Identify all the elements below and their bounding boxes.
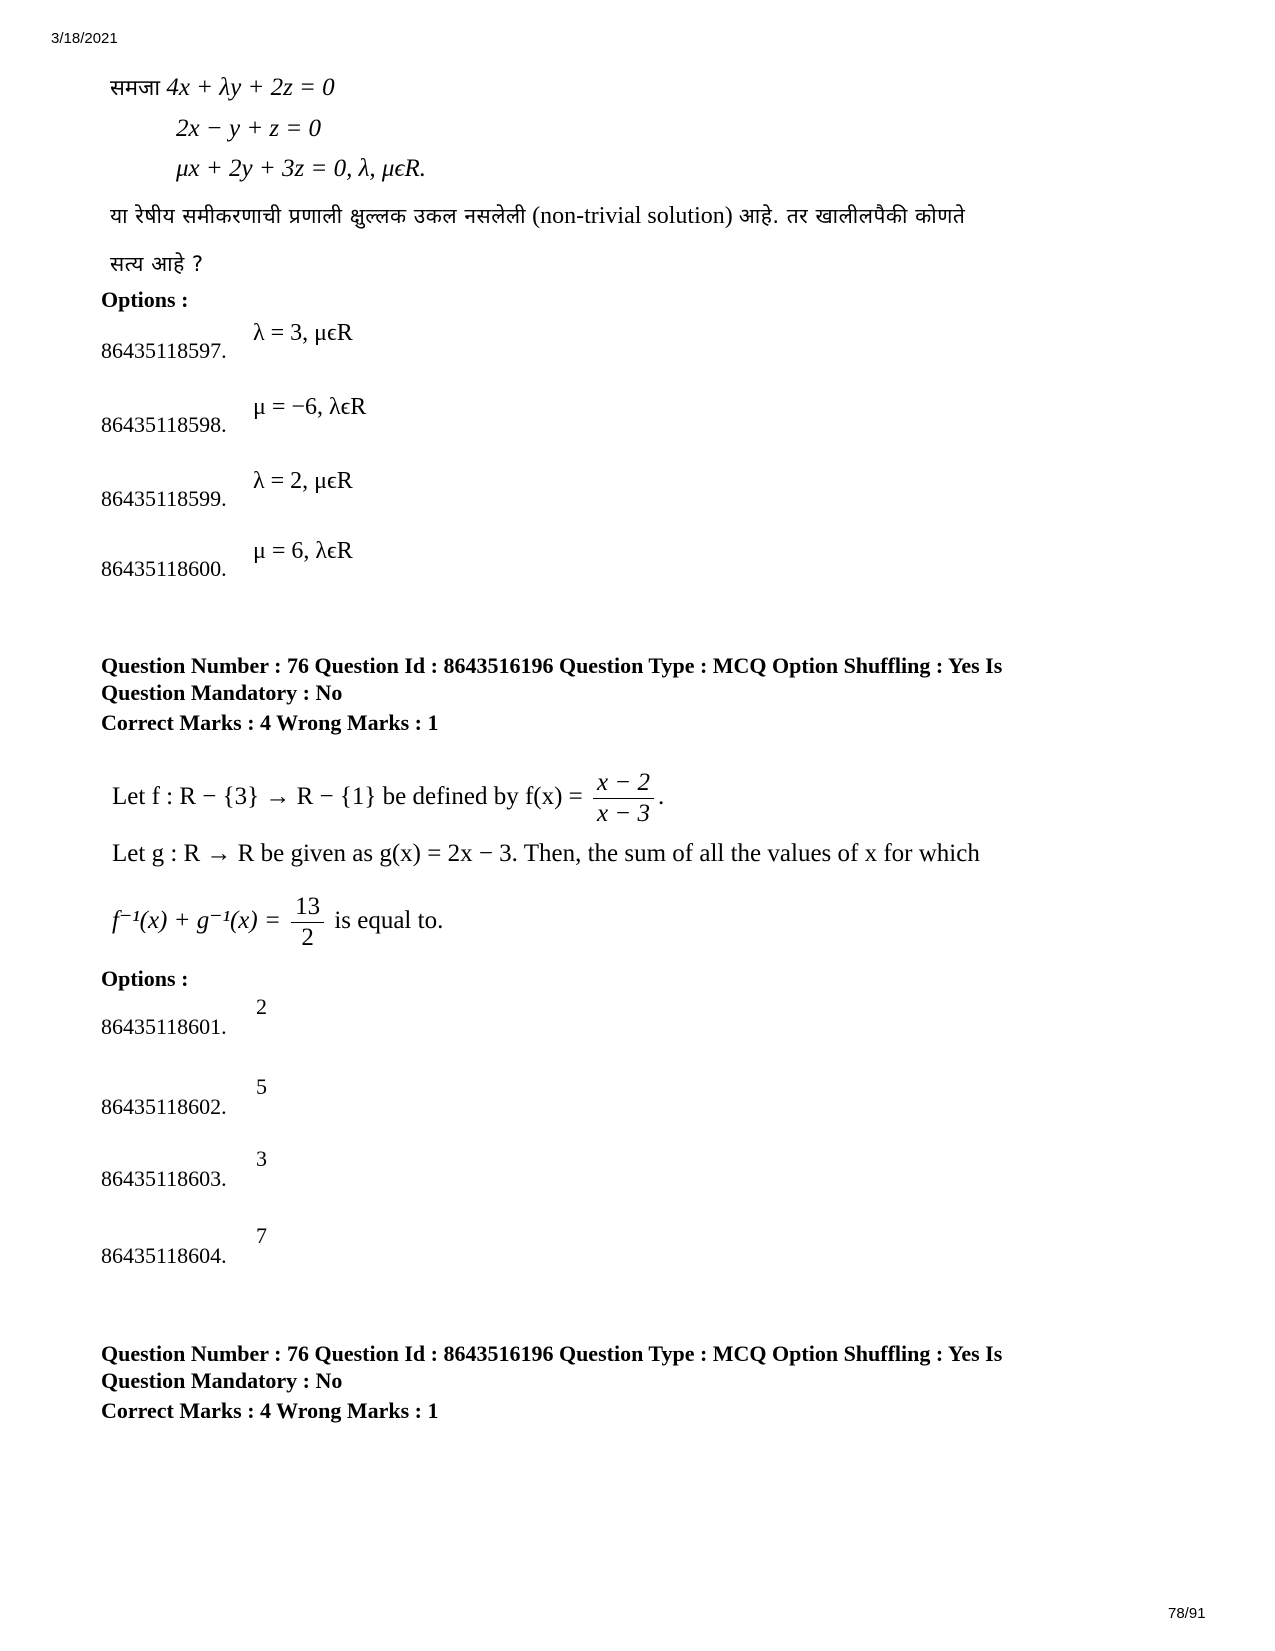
option-item[interactable] [101,1223,267,1269]
option-id: 86435118600. [101,556,227,581]
option-value: 3 [256,1146,267,1171]
option-item[interactable] [101,994,267,1040]
option-item[interactable] [101,1146,267,1192]
statement-marathi: या रेषीय समीकरणाची प्रणाली क्षुल्लक उकल नसलेली [110,204,527,228]
question-line-3 [112,892,443,953]
fraction-1-denominator: x − 3 [597,800,650,827]
print-date: 3/18/2021 [51,30,118,47]
option-id: 86435118603. [101,1166,227,1191]
option-value: 2 [256,994,267,1019]
marks-info: Correct Marks : 4 Wrong Marks : 1 [101,710,439,735]
option-item[interactable] [101,538,353,582]
option-item[interactable] [101,1074,267,1120]
statement-english: (non-trivial solution) [532,203,733,229]
option-id: 86435118597. [101,338,227,363]
option-value: 5 [256,1074,267,1099]
equation-system [110,68,426,189]
marks-info: Correct Marks : 4 Wrong Marks : 1 [101,1398,439,1423]
fraction-2 [291,892,324,953]
equation-2: 2x − y + z = 0 [176,115,322,142]
option-value: 7 [256,1223,267,1248]
line-1-end: . [657,783,665,811]
option-id: 86435118598. [101,412,227,437]
options-label: Options : [101,287,189,312]
question-line-1 [112,768,664,829]
option-value: μ = −6, λϵR [253,394,367,420]
question-header-line-2: Question Mandatory : No [101,1368,343,1393]
option-value: λ = 3, μϵR [253,320,353,346]
page-number: 78/91 [1168,1605,1206,1622]
line-1-text: Let f : R − {3} → R − {1} be defined by f(x) = [112,783,583,811]
equation-1: 4x + λy + 2z = 0 [166,74,335,101]
option-id: 86435118602. [101,1094,227,1119]
options-label: Options : [101,966,189,991]
option-item[interactable] [101,468,353,512]
equation-3: μx + 2y + 3z = 0, λ, μϵR. [176,155,427,182]
fraction-1 [593,768,654,829]
option-id: 86435118601. [101,1014,227,1039]
fraction-2-denominator: 2 [301,924,314,951]
option-value: λ = 2, μϵR [253,468,353,494]
question-header [101,652,1181,706]
statement-line-2: सत्य आहे ? [110,252,204,276]
option-item[interactable] [101,394,367,438]
option-id: 86435118599. [101,486,227,511]
option-value: μ = 6, λϵR [253,538,353,564]
option-id: 86435118604. [101,1243,227,1268]
question-line-2: Let g : R → R be given as g(x) = 2x − 3. Then, the sum of all the values of x for which [112,840,980,867]
option-item[interactable] [101,320,353,364]
question-header-line-1: Question Number : 76 Question Id : 8643516196 Question Type : MCQ Option Shuffling : Yes Is [101,1341,1003,1366]
question-header-line-1: Question Number : 76 Question Id : 8643516196 Question Type : MCQ Option Shuffling : Yes Is [101,653,1003,678]
intro-word: समजा [110,76,161,101]
equation-1-line [110,68,426,109]
fraction-1-numerator: x − 2 [593,768,654,799]
question-header [101,1340,1181,1394]
question-statement [110,192,1170,288]
statement-marathi-2: आहे. तर खालीलपैकी कोणते [738,204,966,228]
fraction-2-numerator: 13 [291,892,324,923]
line-3-end: is equal to. [334,907,444,935]
line-3-text: f⁻¹(x) + g⁻¹(x) = [112,907,281,935]
question-header-line-2: Question Mandatory : No [101,680,343,705]
